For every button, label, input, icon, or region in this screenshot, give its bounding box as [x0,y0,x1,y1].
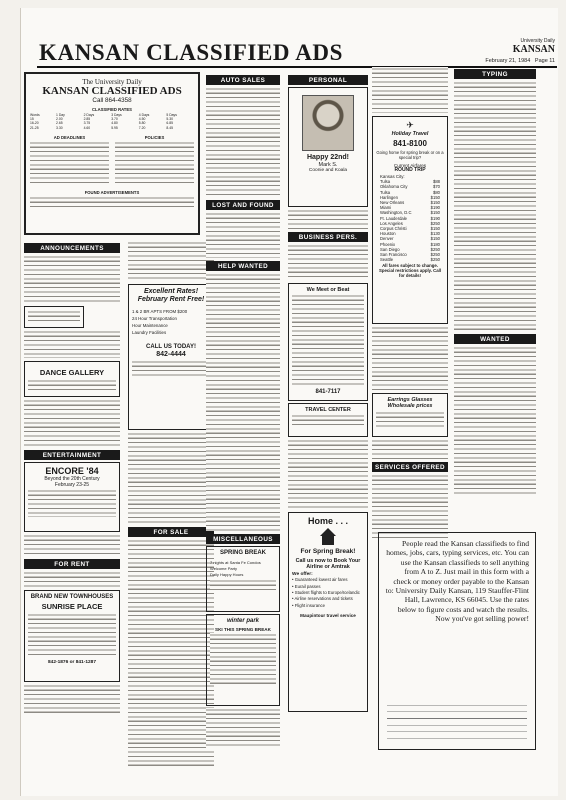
portrait-photo [302,95,354,151]
page-date: February 21, 1984 Page 11 [485,58,555,64]
for-rent-header: FOR RENT [24,559,120,569]
udk-title: KANSAN CLASSIFIED ADS [42,85,182,97]
travel-center-ad: TRAVEL CENTER [288,403,368,437]
help-wanted-header: HELP WANTED [206,261,280,271]
column-2 [128,240,214,772]
personal-header: PERSONAL [288,75,368,85]
earrings-ad: Earrings Glasses Wholesale prices [372,393,448,437]
winter-park-ad: winter park SKI THIS SPRING BREAK [206,614,280,706]
announcements-header: ANNOUNCEMENTS [24,243,120,253]
lost-found-header: LOST AND FOUND [206,200,280,210]
holiday-travel-ad: ✈ Holiday Travel 841-8100 Going home for spring break or on a special trip? Current Airfares ROUND TRIP Kansas City: Tulsa $88 Oklahoma City $70 Tulsa $80 Harlingen $150 New Orleans $150 Miami $190 Washington, D.C $150 Ft. Lauderdale $190 Los Angeles $250 Corpus Christi $150 Houston $130 Denver $150 Phoenix $180 San Diego $250 San Francisco $250 Seattle $250 All fares subject to change. Special restrictions apply. Call for details! [372,116,448,324]
for-sale-header: FOR SALE [128,527,214,537]
page-title: KANSAN CLASSIFIED ADS [39,40,344,65]
mail-in-form-ad [378,532,536,750]
entertainment-header: ENTERTAINMENT [24,450,120,460]
udk-small: The University Daily [82,78,142,86]
policies-heading: POLICIES [144,134,165,140]
column-1 [24,240,120,717]
encore-title: ENCORE '84 [45,466,99,476]
fare-list: Tulsa $88 Oklahoma City $70 Tulsa $80 Harlingen $150 New Orleans $150 Miami $190 Washington, D.C $150 Ft. Lauderdale $190 Los Angeles $250 Corpus Christi $150 Houston $130 Denver $150 Phoenix $180 San Diego $250 San Francisco $250 Seattle $250 [380,179,440,263]
auto-sales-header: AUTO SALES [206,75,280,85]
sunrise-place-ad: BRAND NEW TOWNHOUSES SUNRISE PLACE 842-1876 or 841-1287 [24,590,120,682]
encore-ad: ENCORE '84 Beyond the 20th Century February 23-25 [24,462,120,532]
masthead [37,36,557,68]
rates-heading: CLASSIFIED RATES [92,107,132,112]
mail-in-copy: People read the Kansan classifieds to find homes, jobs, cars, typing services, etc. You can use the Kansan classifieds to sell anything from A to Z. Just mail in this form with a check or money order payable to the Kansan to: University Daily Kansan, 119 Stauffer-Flint Hall, Lawrence, KS 66045. Use the rates below to figure costs and watch the results. Now you've got selling power! [385,539,529,624]
meet-or-beat-ad: We Meet or Beat 841-7117 [288,283,368,401]
classified-info-box [24,72,200,235]
dance-gallery-ad: DANCE GALLERY [24,361,120,397]
home-for-spring-break-ad: Home . . . For Spring Break! Call us now to Book Your Airline or Amtrak We offer: • Guaranteed lowest air fares • Eurail passes • Student flights to Europe/Icelandic • Airline reservations and tickets • Flight insurance Maupintour travel service [288,512,368,712]
house-icon [317,528,339,546]
found-heading: FOUND ADVERTISEMENTS [84,189,140,195]
paper-logo: University Daily KANSAN [512,38,555,55]
misc-header: MISCELLANEOUS [206,534,280,544]
deadlines-heading: AD DEADLINES [53,134,86,140]
column-4 [288,72,368,714]
birthday-ad: Happy 22nd! Mark S. Coonie and Koala [288,87,368,207]
column-3 [206,72,280,751]
airplane-icon: ✈ [406,120,414,130]
udk-phone: Call 864-4358 [92,97,132,104]
small-ad [24,306,84,328]
order-form[interactable] [387,699,527,741]
services-header: SERVICES OFFERED [372,462,448,472]
column-6 [454,66,536,499]
spring-break-ad: SPRING BREAK 7 nights at Santa Fe Condos Welcome Party Daily Happy Hours [206,546,280,612]
typing-header: TYPING [454,69,536,79]
home-title: Home . . . [307,516,348,526]
apartment-ad: Excellent Rates! February Rent Free! 1 & 2 BR APTS FROM $200 24 Hour Transportation Hour Maintenance Laundry Facilities CALL US TODAY! 842-4444 [128,284,214,430]
rates-table: Words 1 Day 2 Days 3 Days 4 Days 5 Days 15 2.00 2.85 3.70 4.50 5.30 16-20 2.65 3.75 4.80 5.80 6.85 21-25 3.30 4.60 5.95 7.20 8.45 [30,113,177,130]
column-5 [372,66,448,543]
wanted-header: WANTED [454,334,536,344]
business-personal-header: BUSINESS PERS. [288,232,368,242]
